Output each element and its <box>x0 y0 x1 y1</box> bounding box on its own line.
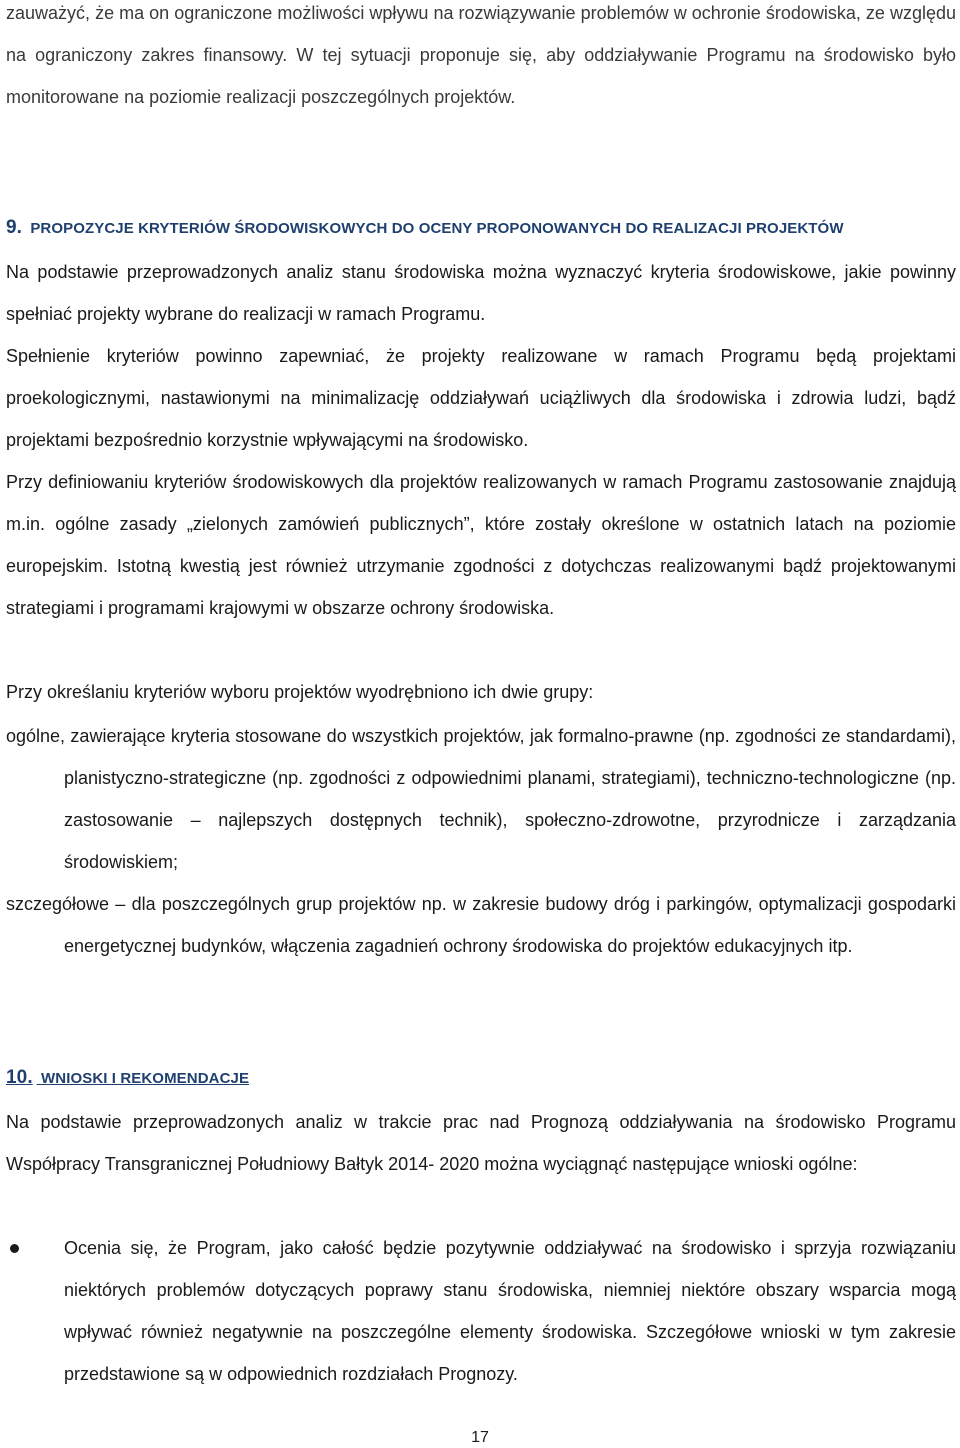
criteria-groups-list <box>6 715 956 967</box>
bullet-icon <box>10 1244 19 1253</box>
conclusions-list <box>6 1227 956 1395</box>
section-9-paragraph-4: Przy określaniu kryteriów wyboru projektów wyodrębniono ich dwie grupy: <box>6 682 594 702</box>
criteria-group-detailed: szczegółowe – dla poszczególnych grup projektów np. w zakresie budowy dróg i parkingów, optymalizacji gospodarki energetycznej budynków, włączenia zagadnień ochrony środowiska do projektów edukacyjnych itp. <box>6 894 956 956</box>
section-9-title: PROPOZYCJE KRYTERIÓW ŚRODOWISKOWYCH DO OCENY PROPONOWANYCH DO REALIZACJI PROJEKTÓW <box>30 220 844 237</box>
criteria-group-general: ogólne, zawierające kryteria stosowane do wszystkich projektów, jak formalno-prawne (np. zgodności ze standardami), planistyczno-strategiczne (np. zgodności z odpowiednimi planami, strategiami), techniczno-technologiczne (np. zastosowanie – najlepszych dostępnych technik), społeczno-zdrowotne, przyrodnicze i zarządzania środowiskiem; <box>6 726 956 872</box>
intro-paragraph: zauważyć, że ma on ograniczone możliwości wpływu na rozwiązywanie problemów w ochronie środowiska, ze względu na ograniczony zakres finansowy. W tej sytuacji proponuje się, aby oddziaływanie Programu na środowisko było monitorowane na poziomie realizacji poszczególnych projektów. <box>6 3 956 107</box>
section-10-heading <box>6 1063 956 1094</box>
section-10-paragraph: Na podstawie przeprowadzonych analiz w trakcie prac nad Prognozą oddziaływania na środowisko Programu Współpracy Transgranicznej Południowy Bałtyk 2014- 2020 można wyciągnąć następujące wnioski ogólne: <box>6 1112 956 1174</box>
section-10-number: 10. <box>6 1067 33 1088</box>
section-9-heading <box>6 213 956 244</box>
section-9-paragraph-3: Przy definiowaniu kryteriów środowiskowych dla projektów realizowanych w ramach Programu zastosowanie znajdują m.in. ogólne zasady „zielonych zamówień publicznych”, które zostały określone w ostatnich latach na poziomie europejskim. Istotną kwestią jest również utrzymanie zgodności z dotychczas realizowanymi bądź projektowanymi strategiami i programami krajowymi w obszarze ochrony środowiska. <box>6 472 956 618</box>
conclusion-item <box>6 1227 956 1395</box>
section-9-number: 9. <box>6 217 23 238</box>
section-10-title: WNIOSKI I REKOMENDACJE <box>41 1070 250 1087</box>
page-number: 17 <box>471 1429 489 1446</box>
section-9-paragraph-2: Spełnienie kryteriów powinno zapewniać, że projekty realizowane w ramach Programu będą projektami proekologicznymi, nastawionymi na minimalizację oddziaływań uciążliwych dla środowiska i zdrowia ludzi, bądź projektami bezpośrednio korzystnie wpływającymi na środowisko. <box>6 346 956 450</box>
section-9-paragraph-1: Na podstawie przeprowadzonych analiz stanu środowiska można wyznaczyć kryteria środowiskowe, jakie powinny spełniać projekty wybrane do realizacji w ramach Programu. <box>6 262 956 324</box>
conclusion-text: Ocenia się, że Program, jako całość będzie pozytywnie oddziaływać na środowisko i sprzyja rozwiązaniu niektórych problemów dotyczących poprawy stanu środowiska, niemniej niektóre obszary wsparcia mogą wpływać również negatywnie na poszczególne elementy środowiska. Szczegółowe wnioski w tym zakresie przedstawione są w odpowiednich rozdziałach Prognozy. <box>64 1238 956 1384</box>
